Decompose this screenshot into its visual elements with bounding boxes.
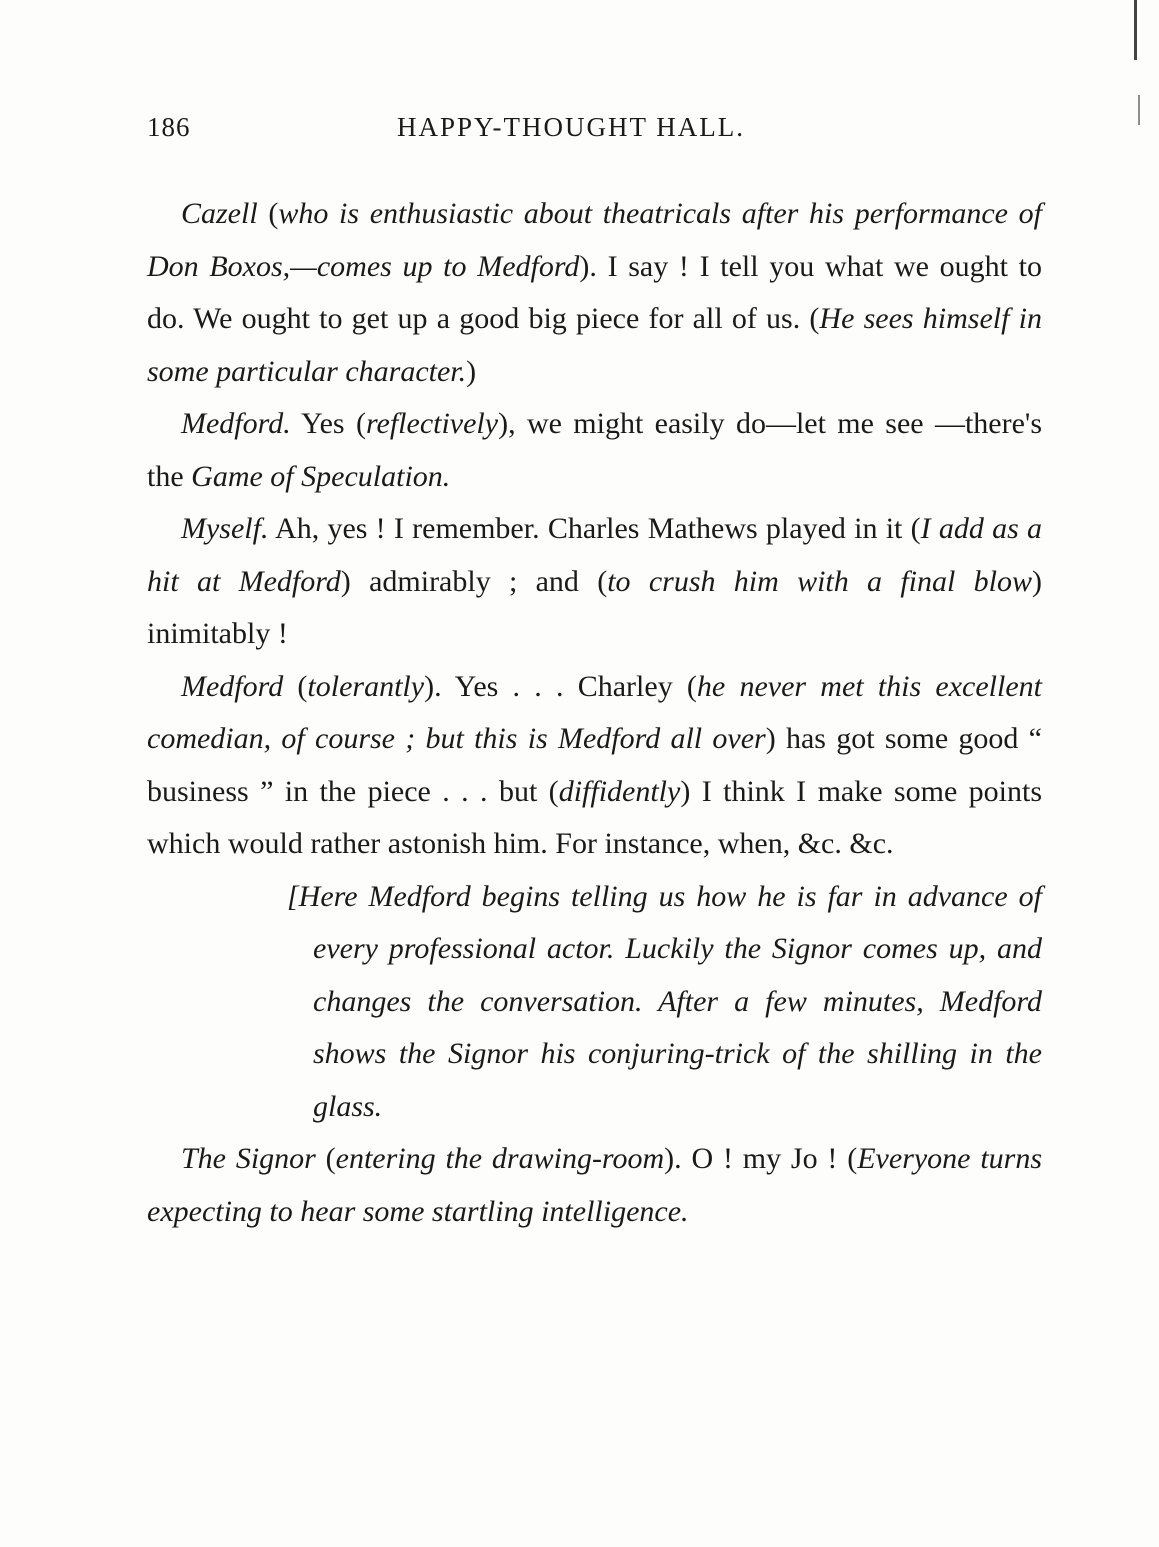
stage-direction: [Here Medford begins telling us how he is far in advance of every professional actor. Luckily the Signor comes up, and changes the conversation. After a few minutes, Medford shows the Signor his conjuring-trick of the shilling in the glass.: [287, 879, 1042, 1123]
text-segment: ). Yes . . . Charley (: [424, 669, 697, 703]
text-segment: ): [466, 354, 477, 388]
scan-edge-mark: [1134, 0, 1137, 60]
final-paragraph: [147, 1133, 1042, 1238]
page-number: 186: [147, 112, 191, 142]
paragraph: [147, 398, 1042, 503]
paragraph: [147, 188, 1042, 398]
text-segment: (: [283, 669, 308, 703]
italic-segment: Everyone turns expecting to hear some startling intelligence.: [147, 1142, 1043, 1228]
italic-segment: who is enthusiastic about theatricals after his performance of Don Boxos,—comes up to Medford: [147, 197, 1043, 283]
text-segment: ) inimitably !: [147, 564, 1042, 650]
text-segment: ) has got some good “ business ” in the piece . . . but (: [147, 722, 1042, 808]
page-body: [147, 188, 1042, 1238]
italic-segment: to crush him with a final blow: [607, 564, 1032, 598]
italic-segment: He sees himself in some particular character.: [147, 302, 1042, 388]
text-segment: Yes (: [290, 407, 366, 440]
italic-segment: reflectively: [365, 407, 499, 440]
italic-segment: Medford.: [181, 407, 291, 440]
italic-segment: The Signor: [181, 1142, 316, 1175]
italic-segment: tolerantly: [307, 669, 425, 703]
italic-segment: Cazell: [181, 197, 258, 230]
italic-segment: Myself.: [181, 512, 269, 545]
text-segment: ). O ! my Jo ! (: [664, 1142, 858, 1175]
running-title: HAPPY-THOUGHT HALL.: [397, 112, 745, 142]
page-header: [147, 112, 1037, 156]
text-segment: ) I think I make some points which would rather astonish him. For instance, when, &c. &c.: [147, 774, 1042, 860]
italic-segment: diffidently: [558, 774, 681, 808]
italic-segment: he never met this excellent comedian, of course ; but this is Medford all over: [147, 669, 1042, 755]
paragraph: [147, 661, 1042, 871]
text-segment: ) admirably ; and (: [340, 564, 608, 598]
scan-edge-mark: [1138, 95, 1140, 125]
italic-segment: I add as a hit at Medford: [147, 512, 1042, 598]
italic-segment: Game of Speculation.: [191, 459, 451, 493]
text-segment: ), we might easily do—let me see —there's the: [147, 407, 1043, 493]
text-segment: (: [257, 197, 279, 230]
paragraph: [147, 503, 1042, 661]
text-segment: ). I say ! I tell you what we ought to do. We ought to get up a good big piece for all of us. (: [147, 249, 1042, 335]
text-segment: Ah, yes ! I remember. Charles Mathews played in it (: [268, 512, 921, 545]
text-segment: (: [315, 1142, 336, 1175]
italic-segment: Medford: [181, 669, 284, 703]
italic-segment: entering the drawing-room: [335, 1142, 665, 1175]
